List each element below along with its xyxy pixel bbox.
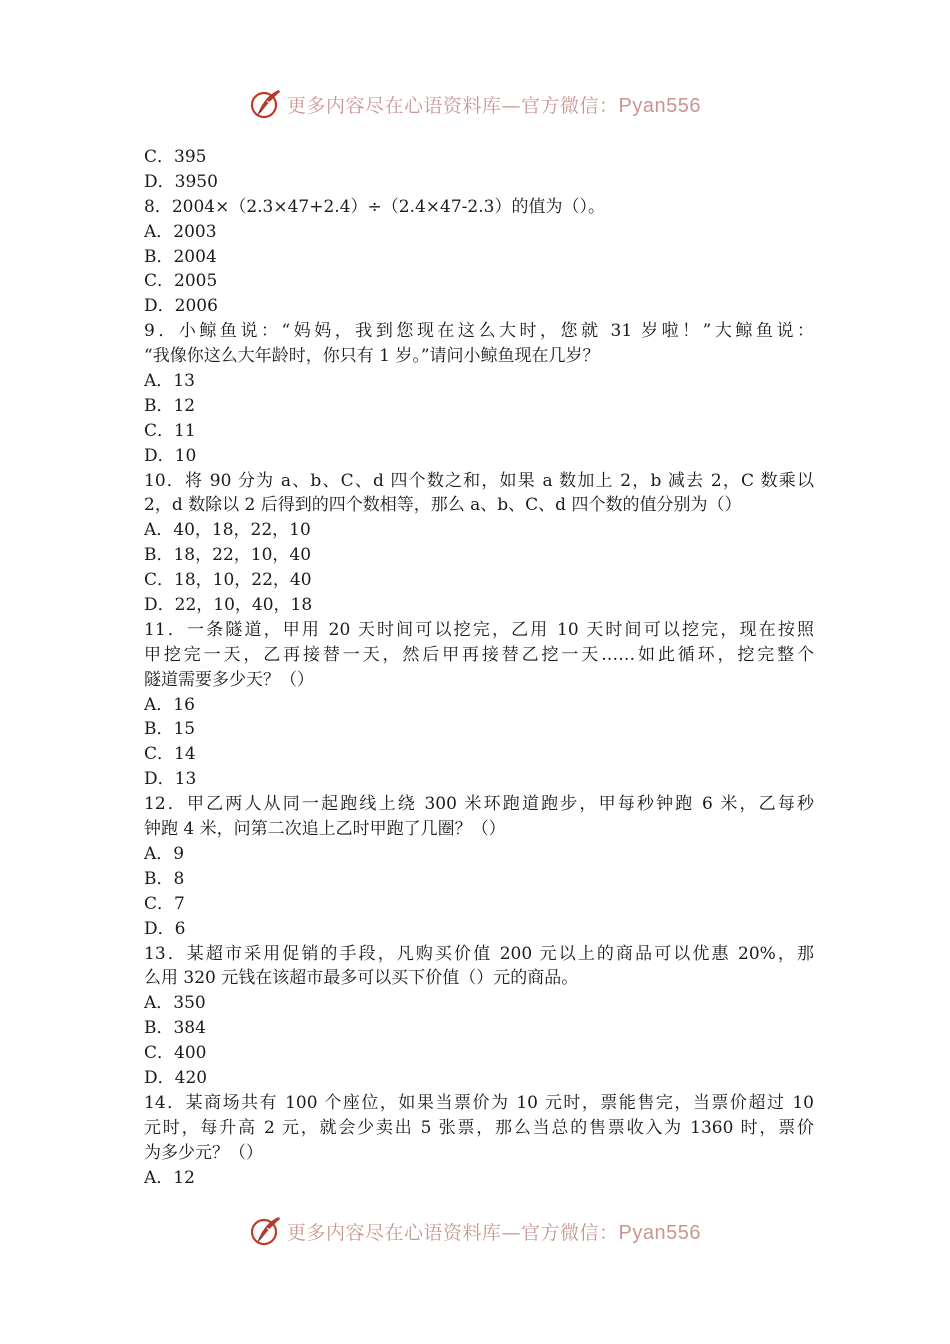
text-line: 14．某商场共有 100 个座位，如果当票价为 10 元时，票能售完，当票价超过 10 [144,1092,814,1113]
text-line: D．2006 [144,296,218,317]
text-line: 隧道需要多少天？（） [144,669,314,690]
text-line: A．40，18，22，10 [144,520,311,541]
text-line: D．22，10，40，18 [144,595,313,616]
text-line: C．14 [144,744,196,765]
text-line: D．6 [144,918,186,939]
text-line: 2，d 数除以 2 后得到的四个数相等，那么 a、b、C、d 四个数的值分别为（） [144,495,742,516]
text-line: D．420 [144,1067,208,1088]
text-line: C．395 [144,147,207,167]
text-line: B．12 [144,395,196,416]
header-banner-text: 更多内容尽在心语资料库—官方微信：Pyan556 [287,94,701,117]
header-wechat-handle: Pyan556 [618,94,701,117]
text-line: A．9 [144,843,185,864]
text-line: B．15 [144,719,196,740]
text-line: D．3950 [144,171,218,192]
text-line: 甲挖完一天，乙再接替一天，然后甲再接替乙挖一天……如此循环，挖完整个 [144,644,814,665]
text-line: D．10 [144,445,197,466]
text-line: C．18，10，22，40 [144,570,312,591]
header-banner [0,84,950,124]
text-line: B．18，22，10，40 [144,545,312,566]
text-line: C．11 [144,420,196,441]
text-line: A．350 [144,993,206,1014]
text-line: B．384 [144,1018,206,1039]
text-line: 为多少元？（） [144,1142,263,1163]
text-line: 8．2004×（2.3×47+2.4）÷（2.4×47-2.3）的值为（）。 [144,196,605,217]
text-line: 元时，每升高 2 元，就会少卖出 5 张票，那么当总的售票收入为 1360 时，票价 [144,1117,814,1138]
text-line: C．2005 [144,271,218,292]
quill-logo-icon [249,1214,283,1248]
text-line: C．7 [144,893,185,914]
text-line: A．2003 [144,221,217,242]
text-line: A．16 [144,694,195,715]
text-line: 11．一条隧道，甲用 20 天时间可以挖完，乙用 10 天时间可以挖完，现在按照 [144,619,814,640]
text-line: A．13 [144,371,195,392]
text-line: 钟跑 4 米，问第二次追上乙时甲跑了几圈？（） [144,819,506,840]
text-line: 么用 320 元钱在该超市最多可以买下价值（）元的商品。 [144,968,579,989]
text-line: A．12 [144,1167,195,1188]
text-line: 12．甲乙两人从同一起跑线上绕 300 米环跑道跑步，甲每秒钟跑 6 米，乙每秒 [144,794,814,815]
text-line: B．8 [144,868,185,889]
text-line: C．400 [144,1043,207,1064]
footer-wechat-handle: Pyan556 [618,1221,701,1244]
quill-logo-icon [249,87,283,121]
text-line: 13．某超市采用促销的手段，凡购买价值 200 元以上的商品可以优惠 20%，那 [144,943,814,964]
footer-banner [0,1211,950,1251]
text-line: “我像你这么大年龄时，你只有 1 岁。”请问小鲸鱼现在几岁？ [144,346,600,367]
text-line: 9．小鲸鱼说：“妈妈，我到您现在这么大时，您就 31 岁啦！”大鲸鱼说： [144,321,814,342]
text-line: 10．将 90 分为 a、b、C、d 四个数之和，如果 a 数加上 2，b 减去 2，C 数乘以 [144,470,814,491]
text-line: D．13 [144,769,197,790]
footer-banner-text: 更多内容尽在心语资料库—官方微信：Pyan556 [287,1221,701,1244]
document-body [144,145,814,1190]
text-line: B．2004 [144,246,217,267]
